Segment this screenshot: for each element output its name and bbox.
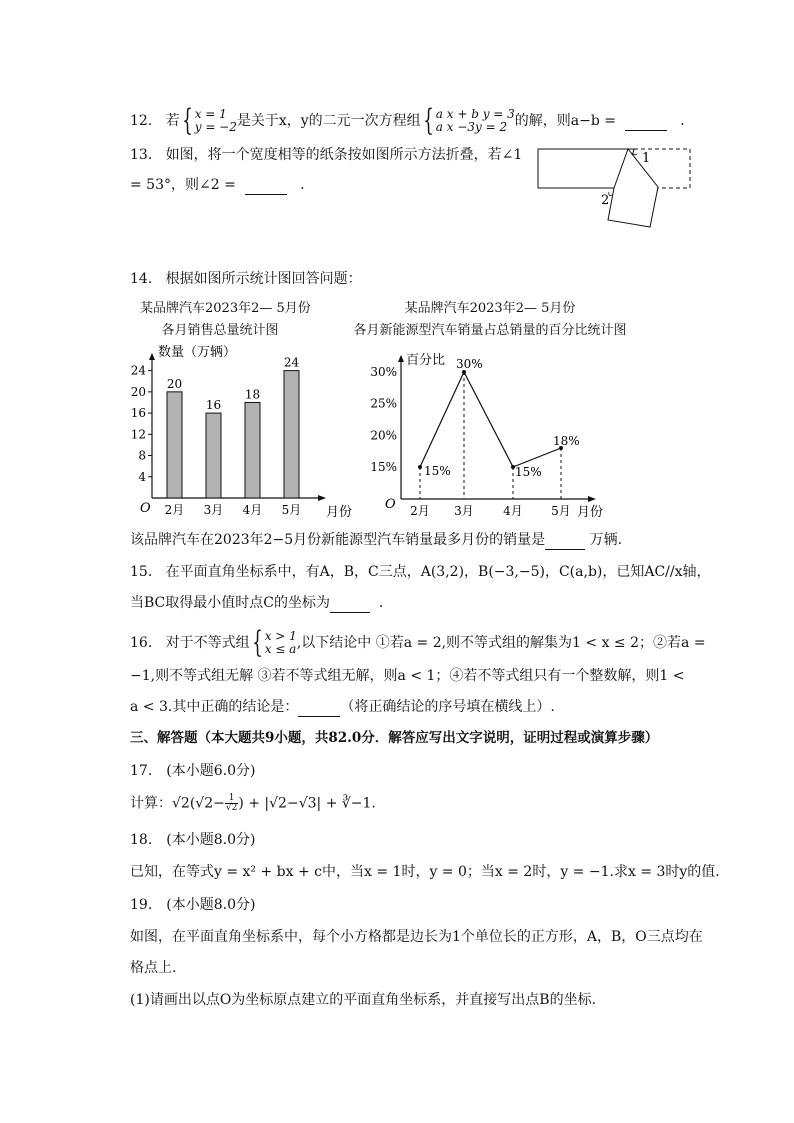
q13-end: .	[300, 177, 305, 193]
q15-line1: 在平面直角坐标系中，有A，B，C三点，A(3,2)，B(−3,−5)，C(a,b)，已知AC//x轴，	[165, 564, 711, 580]
bar-data-label: 20	[166, 376, 183, 391]
bar-3月	[206, 413, 221, 498]
q17-pre: 计算：√2(√2−	[130, 795, 225, 812]
bar-x-tick-label: 3月	[203, 503, 224, 517]
q12-brace-1: {	[181, 103, 193, 138]
question-13-line-1	[130, 146, 522, 164]
bar-y-tick-label: 4	[138, 469, 146, 484]
line-y-tick-label: 25%	[370, 396, 397, 411]
q17-fraction-denominator: √2	[225, 803, 238, 813]
bar-y-tick-label: 12	[130, 427, 146, 442]
q16-prefix: 对于不等式组	[165, 635, 250, 651]
bar-y-tick-label: 20	[130, 384, 146, 399]
q12-sys1-line-b: y = −2	[194, 120, 237, 134]
q16-sys-line-b: x ≤ a	[264, 642, 297, 656]
q14-text: 根据如图所示统计图回答问题：	[165, 271, 362, 287]
bar-data-label: 18	[244, 387, 261, 402]
line-chart-title: 某品牌汽车2023年2— 5月份	[404, 301, 576, 316]
q18-text: 已知，在等式y = x² + bx + c中，当x = 1时，y = 0；当x = 2时，y = −1.求x = 3时y的值.	[130, 864, 720, 880]
q17-fraction-numerator: 1	[225, 794, 238, 804]
q12-sys2-line-a: a x + b y = 3	[435, 107, 515, 121]
line-y-tick-label: 15%	[370, 460, 397, 474]
q13-number: 13.	[130, 147, 153, 163]
line-series	[420, 372, 561, 467]
line-data-label: 15%	[515, 465, 542, 479]
section-3-heading: 三、解答题（本大题共9小题，共82.0分．解答应写出文字说明，证明过程或演算步骤）	[130, 730, 659, 746]
q14-after-post: 万辆.	[589, 532, 623, 548]
bar-x-tick-label: 5月	[281, 503, 302, 517]
q19-line-3: (1)请画出以点O为坐标原点建立的平面直角坐标系，并直接写出点B的坐标.	[130, 992, 597, 1008]
bar-data-label: 24	[283, 355, 300, 370]
bar-2月	[167, 392, 182, 498]
q17-expression	[130, 794, 376, 813]
q16-line2: −1,则不等式组无解 ③若不等式组无解，则a < 1；④若不等式组只有一个整数解，则1 <	[130, 668, 685, 684]
bar-y-tick-label: 8	[138, 448, 146, 463]
line-data-label: 18%	[553, 434, 580, 448]
question-14-answer-line	[130, 531, 622, 550]
q16-line3-pre: a < 3.其中正确的结论是：	[130, 699, 299, 715]
bar-x-tick-label: 4月	[242, 503, 263, 517]
line-point	[418, 465, 422, 469]
q12-sys2-line-b: a x −3y = 2	[435, 120, 508, 134]
q15-number: 15.	[130, 564, 153, 580]
q16-line1-post: ,以下结论中 ①若a = 2,则不等式组的解集为1 < x ≤ 2；②若a =	[296, 635, 706, 651]
q16-number: 16.	[130, 635, 153, 651]
bar-x-axis-label: 月份	[326, 505, 353, 520]
q16-sys-line-a: x > 1	[264, 629, 297, 643]
bar-y-tick-label: 16	[130, 406, 146, 421]
bar-chart	[120, 340, 360, 520]
bar-chart-subtitle: 各月销售总量统计图	[161, 323, 279, 338]
q16-line3-post: （将正确结论的序号填在横线上）.	[340, 699, 555, 715]
q17-post: ) + |√2−√3| + ∛−1.	[238, 795, 376, 812]
line-data-label: 30%	[456, 357, 483, 371]
q12-end: .	[680, 113, 685, 129]
q19-line-2: 格点上.	[130, 960, 177, 976]
question-15-line-2	[130, 594, 383, 613]
line-origin-label: O	[385, 497, 396, 512]
q12-solution-system	[195, 108, 237, 134]
q12-prefix: 若	[165, 113, 180, 129]
q15-answer-blank[interactable]	[330, 594, 370, 613]
q12-post-text: 的解，则a−b =	[514, 113, 617, 129]
bar-origin-label: O	[140, 501, 151, 516]
question-13-line-2	[130, 176, 305, 195]
q12-equation-system	[436, 108, 515, 134]
question-16-line-1	[130, 625, 706, 660]
bar-x-tick-label: 2月	[164, 503, 185, 517]
q14-number: 14.	[130, 271, 153, 287]
q12-number: 12.	[130, 113, 153, 129]
bar-y-tick-label: 24	[130, 363, 146, 378]
bar-4月	[245, 402, 260, 498]
q12-middle-text: 是关于x，y的二元一次方程组	[236, 113, 421, 129]
line-y-tick-label: 30%	[370, 365, 397, 379]
bar-data-label: 16	[205, 398, 222, 413]
question-16-line-2	[130, 667, 685, 685]
q19-header: 19. (本小题8.0分)	[130, 897, 256, 913]
line-x-axis-arrow	[588, 496, 596, 502]
line-x-tick-label: 4月	[503, 504, 523, 518]
line-y-axis-arrow	[398, 355, 404, 362]
line-data-label: 15%	[424, 464, 451, 478]
q12-answer-blank[interactable]	[625, 112, 667, 131]
line-x-tick-label: 3月	[454, 504, 474, 518]
angle-2-label: 2	[601, 193, 610, 208]
line-x-axis-label: 月份	[577, 505, 604, 520]
q13-line1: 如图，将一个宽度相等的纸条按如图所示方法折叠，若∠1	[165, 147, 523, 163]
folded-strip-figure	[532, 140, 702, 240]
q13-line2: = 53°，则∠2 =	[130, 177, 236, 193]
question-14	[130, 270, 362, 288]
q15-end: .	[378, 595, 384, 611]
line-y-axis-label: 百分比	[406, 353, 446, 368]
bar-y-axis-label: 数量（万辆）	[158, 345, 237, 360]
q13-answer-blank[interactable]	[245, 176, 287, 195]
q16-brace: {	[251, 625, 263, 660]
question-16-line-3	[130, 698, 555, 717]
q17-fraction	[225, 794, 238, 813]
q14-after-pre: 该品牌汽车在2023年2−5月份新能源型汽车销量最多月份的销量是	[130, 532, 546, 548]
q18-header: 18. (本小题8.0分)	[130, 832, 256, 848]
line-chart	[360, 340, 620, 520]
q16-answer-blank[interactable]	[298, 698, 340, 717]
bar-y-axis-arrow	[149, 353, 155, 360]
q12-sys1-line-a: x = 1	[194, 107, 227, 121]
angle-1-label: 1	[642, 151, 651, 166]
line-y-tick-label: 20%	[370, 428, 397, 443]
question-15-line-1	[130, 563, 711, 581]
bar-chart-title: 某品牌汽车2023年2— 5月份	[140, 301, 311, 316]
q12-brace-2: {	[422, 103, 434, 138]
q14-answer-blank[interactable]	[545, 531, 585, 550]
q15-line2: 当BC取得最小值时点C的坐标为	[130, 595, 330, 611]
line-chart-subtitle: 各月新能源型汽车销量占总销量的百分比统计图	[353, 323, 627, 338]
q17-header: 17. (本小题6.0分)	[130, 763, 256, 779]
bar-x-axis-arrow	[318, 495, 326, 501]
line-x-tick-label: 5月	[551, 504, 571, 518]
folded-flap	[608, 149, 658, 227]
q19-line-1: 如图，在平面直角坐标系中，每个小方格都是边长为1个单位长的正方形，A，B，O三点均在	[130, 929, 703, 945]
q16-inequality-system	[265, 630, 297, 656]
line-x-tick-label: 2月	[410, 504, 430, 518]
bar-5月	[284, 371, 299, 498]
question-12	[130, 103, 685, 138]
